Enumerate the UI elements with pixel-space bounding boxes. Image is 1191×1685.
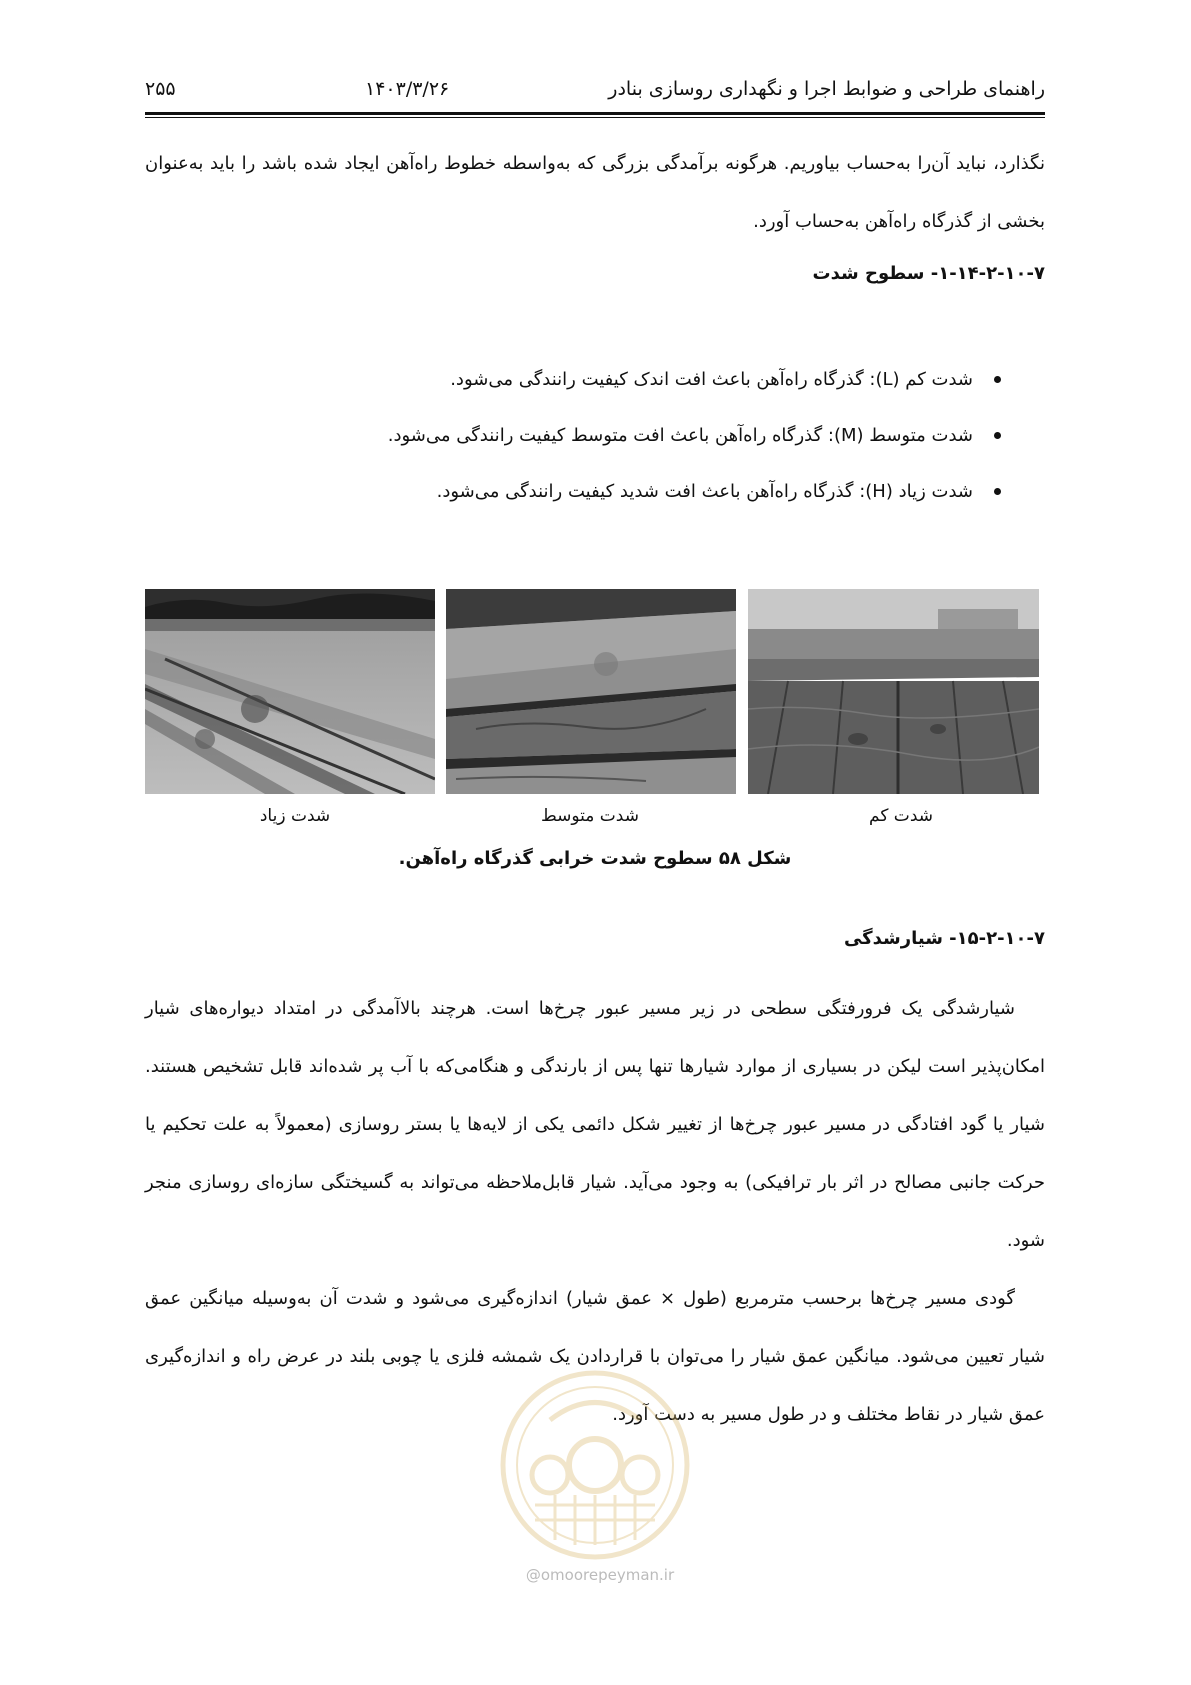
photo-low-severity (748, 589, 1039, 794)
watermark-url: @omoorepeyman.ir (525, 1566, 675, 1584)
list-item: شدت زیاد (H): گذرگاه راه‌آهن باعث افت شدید کیفیت رانندگی می‌شود. (388, 464, 1001, 520)
bullet-icon (994, 432, 1001, 439)
rutting-paragraph-2: گودی مسیر چرخ‌ها برحسب مترمربع (طول × عمق شیار) اندازه‌گیری می‌شود و شدت آن به‌وسیله میانگین عمق شیار تعیین می‌شود. میانگین عمق شیار را می‌توان با قراردادن یک شمشه فلزی یا چوبی بلند در عرض راه و اندازه‌گیری عمق شیار در نقاط مختلف و در طول مسیر به دست آورد. (145, 1288, 1045, 1425)
bullet-icon (994, 488, 1001, 495)
caption-high: شدت زیاد (259, 806, 331, 826)
caption-low: شدت کم (869, 806, 933, 826)
page-header (145, 78, 1045, 108)
rutting-heading: ۱۵-۲-۱۰-۷- شیارشدگی (843, 928, 1045, 949)
page-number: ۲۵۵ (145, 78, 176, 100)
header-rule-thin (145, 117, 1045, 118)
caption-medium: شدت متوسط (541, 806, 639, 826)
list-item: شدت کم (L): گذرگاه راه‌آهن باعث افت اندک کیفیت رانندگی می‌شود. (388, 352, 1001, 408)
header-title: راهنمای طراحی و ضوابط اجرا و نگهداری روسازی بنادر (608, 78, 1045, 100)
photo-medium-severity (446, 589, 736, 794)
severity-heading: ۱-۱۴-۲-۱۰-۷- سطوح شدت (812, 263, 1045, 284)
bullet-icon (994, 376, 1001, 383)
header-rule-thick (145, 112, 1045, 115)
figure-title: شکل ۵۸ سطوح شدت خرابی گذرگاه راه‌آهن. (398, 848, 792, 869)
intro-paragraph: نگذارد، نباید آن‌را به‌حساب بیاوریم. هرگونه برآمدگی بزرگی که به‌واسطه خطوط راه‌آهن ایجاد شده باشد را باید به‌عنوان بخشی از گذرگاه راه‌آهن به‌حساب آورد. (145, 153, 1045, 232)
list-item: شدت متوسط (M): گذرگاه راه‌آهن باعث افت متوسط کیفیت رانندگی می‌شود. (388, 408, 1001, 464)
rutting-paragraph-1: شیارشدگی یک فرورفتگی سطحی در زیر مسیر عبور چرخ‌ها است. هرچند بالاآمدگی در امتداد دیواره‌های شیار امکان‌پذیر است لیکن در بسیاری از موارد شیارها تنها پس از بارندگی و هنگامی‌که با آب پر شده‌اند قابل تشخیص هستند. شیار یا گود افتادگی در مسیر عبور چرخ‌ها از تغییر شکل دائمی یکی از لایه‌ها یا بستر روسازی (معمولاً به علت تحکیم یا حرکت جانبی مصالح در اثر بار ترافیکی) به وجود می‌آید. شیار قابل‌ملاحظه می‌تواند به گسیختگی سازه‌ای روسازی منجر شود. (145, 998, 1045, 1251)
photo-high-severity (145, 589, 435, 794)
watermark-seal-icon (495, 1365, 695, 1565)
severity-list (388, 352, 1001, 520)
header-date: ۱۴۰۳/۳/۲۶ (365, 78, 450, 100)
